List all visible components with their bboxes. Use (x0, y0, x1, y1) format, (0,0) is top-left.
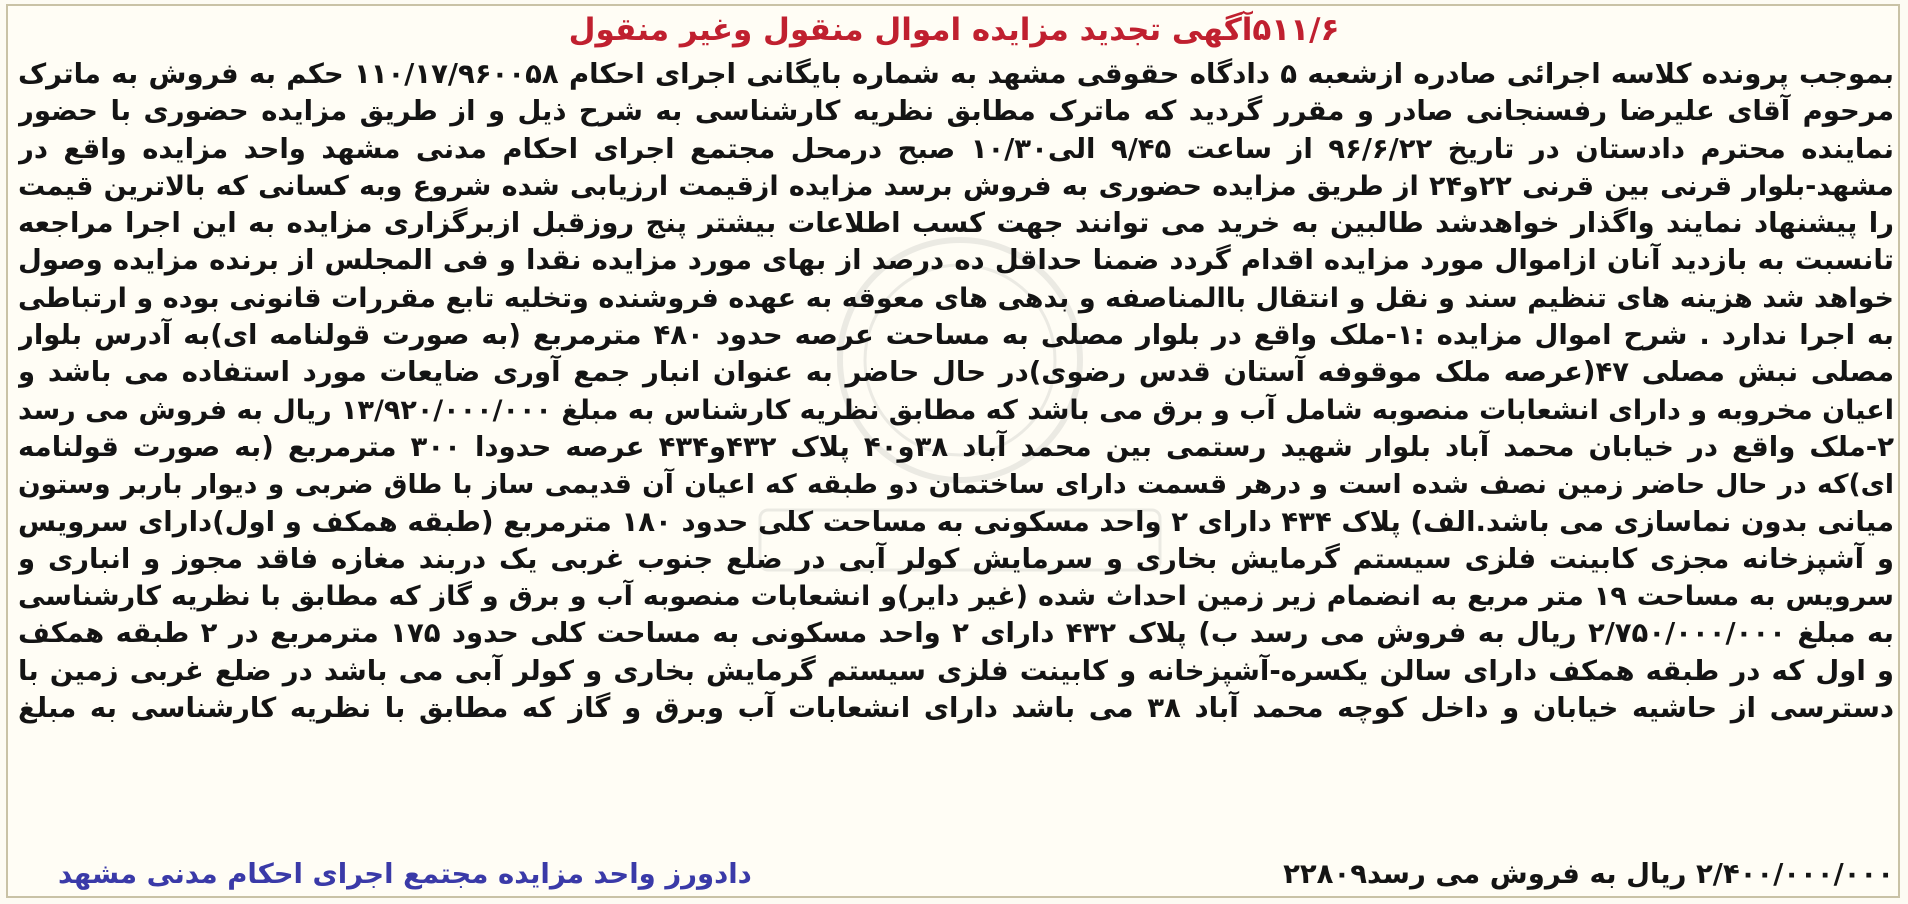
notice-line: بموجب پرونده کلاسه اجرائی صادره ازشعبه ۵ دادگاه حقوقی مشهد به شماره بایگانی اجرای احکام ۱۱۰/۱۷/۹۶۰۰۵۸ حکم به فروش به ماترک (18, 58, 1894, 90)
notice-last-line: ۲/۴۰۰/۰۰۰/۰۰۰ ریال به فروش می رسد۲۲۸۰۹ (1283, 858, 1894, 890)
notice-line: خواهد شد هزینه های تنظیم سند و نقل و انتقال باالمناصفه و بدهی های معوقه به عهده فروشنده وتخلیه تابع مقررات قانونی بوده و ارتباطی (18, 282, 1894, 314)
notice-line: مصلی نبش مصلی ۴۷(عرصه ملک موقوفه آستان قدس رضوی)در حال حاضر به عنوان انبار جمع آوری ضایعات مورد استفاده می باشد و (18, 356, 1894, 389)
notice-line: به مبلغ ۲/۷۵۰/۰۰۰/۰۰۰ ریال به فروش می رسد ب) پلاک ۴۳۲ دارای ۲ واحد مسکونی به مساحت کلی حدود ۱۷۵ مترمربع در ۲ طبقه همکف (18, 617, 1894, 650)
notice-line: اعیان مخروبه و دارای انشعابات منصوبه شامل آب و برق می باشد که مطابق نظریه کارشناس به مبلغ ۱۳/۹۲۰/۰۰۰/۰۰۰ ریال به فروش می رسد (18, 394, 1894, 426)
notice-line: نماینده محترم دادستان در تاریخ ۹۶/۶/۲۲ از ساعت ۹/۴۵ الی۱۰/۳۰ صبح درمحل مجتمع اجرای احکام مدنی مشهد واحد مزایده واقع در (18, 132, 1894, 165)
notice-line: میانی بدون نماسازی می باشد.الف) پلاک ۴۳۴ دارای ۲ واحد مسکونی به مساحت کلی حدود ۱۸۰ مترمربع (طبقه همکف و اول)دارای سرویس (18, 505, 1894, 538)
notice-line: مشهد-بلوار قرنی بین قرنی ۲۲و۲۴ از طریق مزایده حضوری به فروش برسد مزایده ازقیمت ارزیابی شده شروع وبه کسانی که بالاترین قیمت (18, 170, 1894, 202)
notice-line: و آشپزخانه مجزی کابینت فلزی سیستم گرمایش بخاری و سرمایش کولر آبی در ضلع جنوب غربی یک دربند مغازه فاقد مجوز و انباری و (18, 542, 1894, 575)
notice-title: ۵۱۱/۶آگهی تجدید مزایده اموال منقول وغیر منقول (568, 12, 1340, 48)
notice-line: دسترسی از حاشیه خیابان و داخل کوچه محمد آباد ۳۸ می باشد دارای انشعابات آب وبرق و گاز که مطابق با نظریه کارشناسی به مبلغ (18, 692, 1894, 725)
notice-footer (18, 854, 1894, 894)
notice-line: ای)که در حال حاضر زمین نصف شده است و درهر قسمت دارای ساختمان دو طبقه که اعیان آن قدیمی ساز با طاق ضربی و دیوار باربر وستون (18, 469, 1894, 501)
notice-line: ۲-ملک واقع در خیابان محمد آباد بلوار شهید رستمی بین محمد آباد ۳۸و۴۰ پلاک ۴۳۲و۴۳۴ عرصه حدودا ۳۰۰ مترمربع (به صورت قولنامه (18, 430, 1894, 463)
notice-line: تانسبت به بازدید آنان ازاموال مورد مزایده اقدام گردد ضمنا حداقل ده درصد از بهای مورد مزایده نقدا و فی المجلس از برنده مزایده وصول (18, 244, 1894, 277)
notice-line: مرحوم آقای علیرضا رفسنجانی صادر و مقرر گردید که ماترک مطابق نظریه کارشناسی به شرح ذیل و از طریق مزایده حضوری با حضور (18, 95, 1894, 128)
notice-line: سرویس به مساحت ۱۹ متر مربع به انضمام زیر زمین احداث شده (غیر دایر)و انشعابات منصوبه آب و برق و گاز که مطابق با نظریه کارشناسی (18, 581, 1894, 613)
issuer-signature: دادورز واحد مزایده مجتمع اجرای احکام مدنی مشهد (58, 858, 752, 890)
notice-line: و اول که در طبقه همکف دارای سالن یکسره-آشپزخانه و کابینت فلزی سیستم گرمایش بخاری و کولر آبی می باشد در ضلع غربی زمین با (18, 654, 1894, 687)
notice-line: به اجرا ندارد . شرح اموال مزایده :۱-ملک واقع در بلوار مصلی به مساحت عرصه حدود ۴۸۰ مترمربع (به صورت قولنامه ای)به آدرس بلوار (18, 319, 1894, 352)
notice-line: را پیشنهاد نمایند واگذار خواهدشد طالبین به خرید می توانند جهت کسب اطلاعات بیشتر پنج روزقبل ازبرگزاری مزایده به این اجرا مراجعه (18, 207, 1894, 240)
notice-body (18, 56, 1894, 727)
